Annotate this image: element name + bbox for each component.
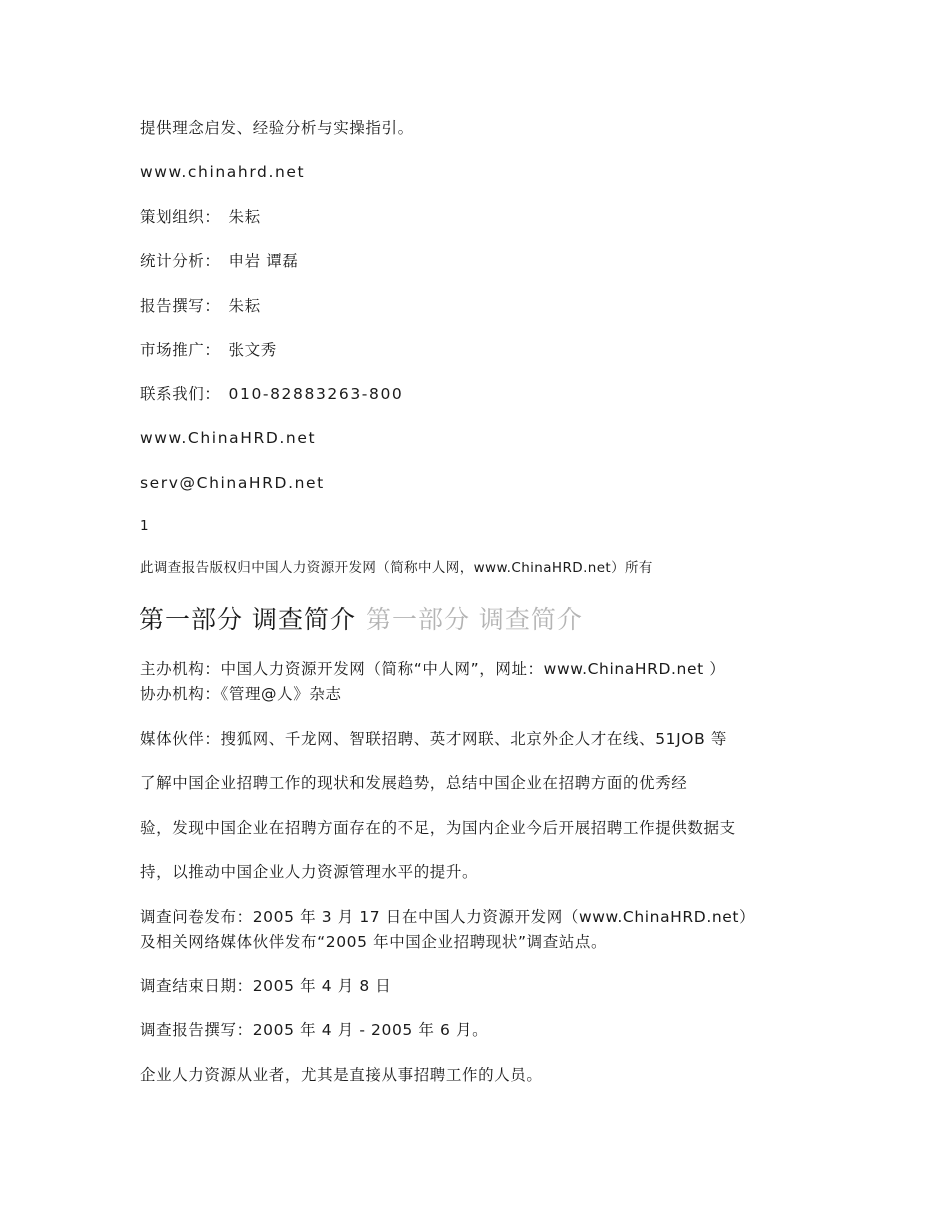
co-organizer-text: 协办机构：《管理@人》杂志 [140, 685, 342, 703]
page-number: 1 [140, 518, 149, 534]
credit-statistics [140, 251, 298, 271]
credit-value: 朱耘 [228, 208, 261, 226]
section-heading [139, 604, 583, 636]
credit-contact [140, 384, 403, 404]
audience-text: 企业人力资源从业者，尤其是直接从事招聘工作的人员。 [140, 1066, 543, 1084]
contact-phone: 010-82883263-800 [228, 385, 404, 403]
credit-planning [140, 207, 261, 227]
release-line-1: 调查问卷发布：2005 年 3 月 17 日在中国人力资源开发网（www.ChinaHRD.net） [140, 908, 756, 926]
credit-marketing [140, 340, 277, 360]
writing-period-text: 调查报告撰写：2005 年 4 月 - 2005 年 6 月。 [140, 1021, 489, 1039]
site-url-lower: www.chinahrd.net [140, 163, 306, 181]
credit-value: 张文秀 [228, 341, 277, 359]
credit-value: 申岩 谭磊 [228, 252, 299, 270]
credit-writing [140, 296, 261, 316]
purpose-line-3: 持，以推动中国企业人力资源管理水平的提升。 [140, 863, 479, 881]
section-title-ghost: 第一部分 调查简介 [365, 605, 583, 634]
credit-value: 朱耘 [228, 297, 261, 315]
release-line-2: 及相关网络媒体伙伴发布“2005 年中国企业招聘现状”调查站点。 [140, 933, 608, 951]
end-date-text: 调查结束日期：2005 年 4 月 8 日 [140, 977, 392, 995]
copyright-notice: 此调查报告版权归中国人力资源开发网（简称中人网，www.ChinaHRD.net）所有 [140, 560, 653, 576]
media-partners-text: 媒体伙伴：搜狐网、千龙网、智联招聘、英才网联、北京外企人才在线、51JOB 等 [140, 730, 727, 748]
credit-label: 联系我们： [140, 385, 221, 403]
site-url: www.ChinaHRD.net [140, 429, 317, 447]
contact-email: serv@ChinaHRD.net [140, 474, 325, 492]
purpose-line-1: 了解中国企业招聘工作的现状和发展趋势，总结中国企业在招聘方面的优秀经 [140, 774, 688, 792]
credit-label: 统计分析： [140, 252, 221, 270]
credit-label: 策划组织： [140, 208, 221, 226]
intro-tail-text: 提供理念启发、经验分析与实操指引。 [140, 119, 414, 137]
organizer-text: 主办机构：中国人力资源开发网（简称“中人网”，网址：www.ChinaHRD.net ） [140, 660, 726, 678]
credit-label: 市场推广： [140, 341, 221, 359]
purpose-line-2: 验，发现中国企业在招聘方面存在的不足，为国内企业今后开展招聘工作提供数据支 [140, 819, 736, 837]
credit-label: 报告撰写： [140, 297, 221, 315]
section-title: 第一部分 调查简介 [139, 605, 356, 634]
